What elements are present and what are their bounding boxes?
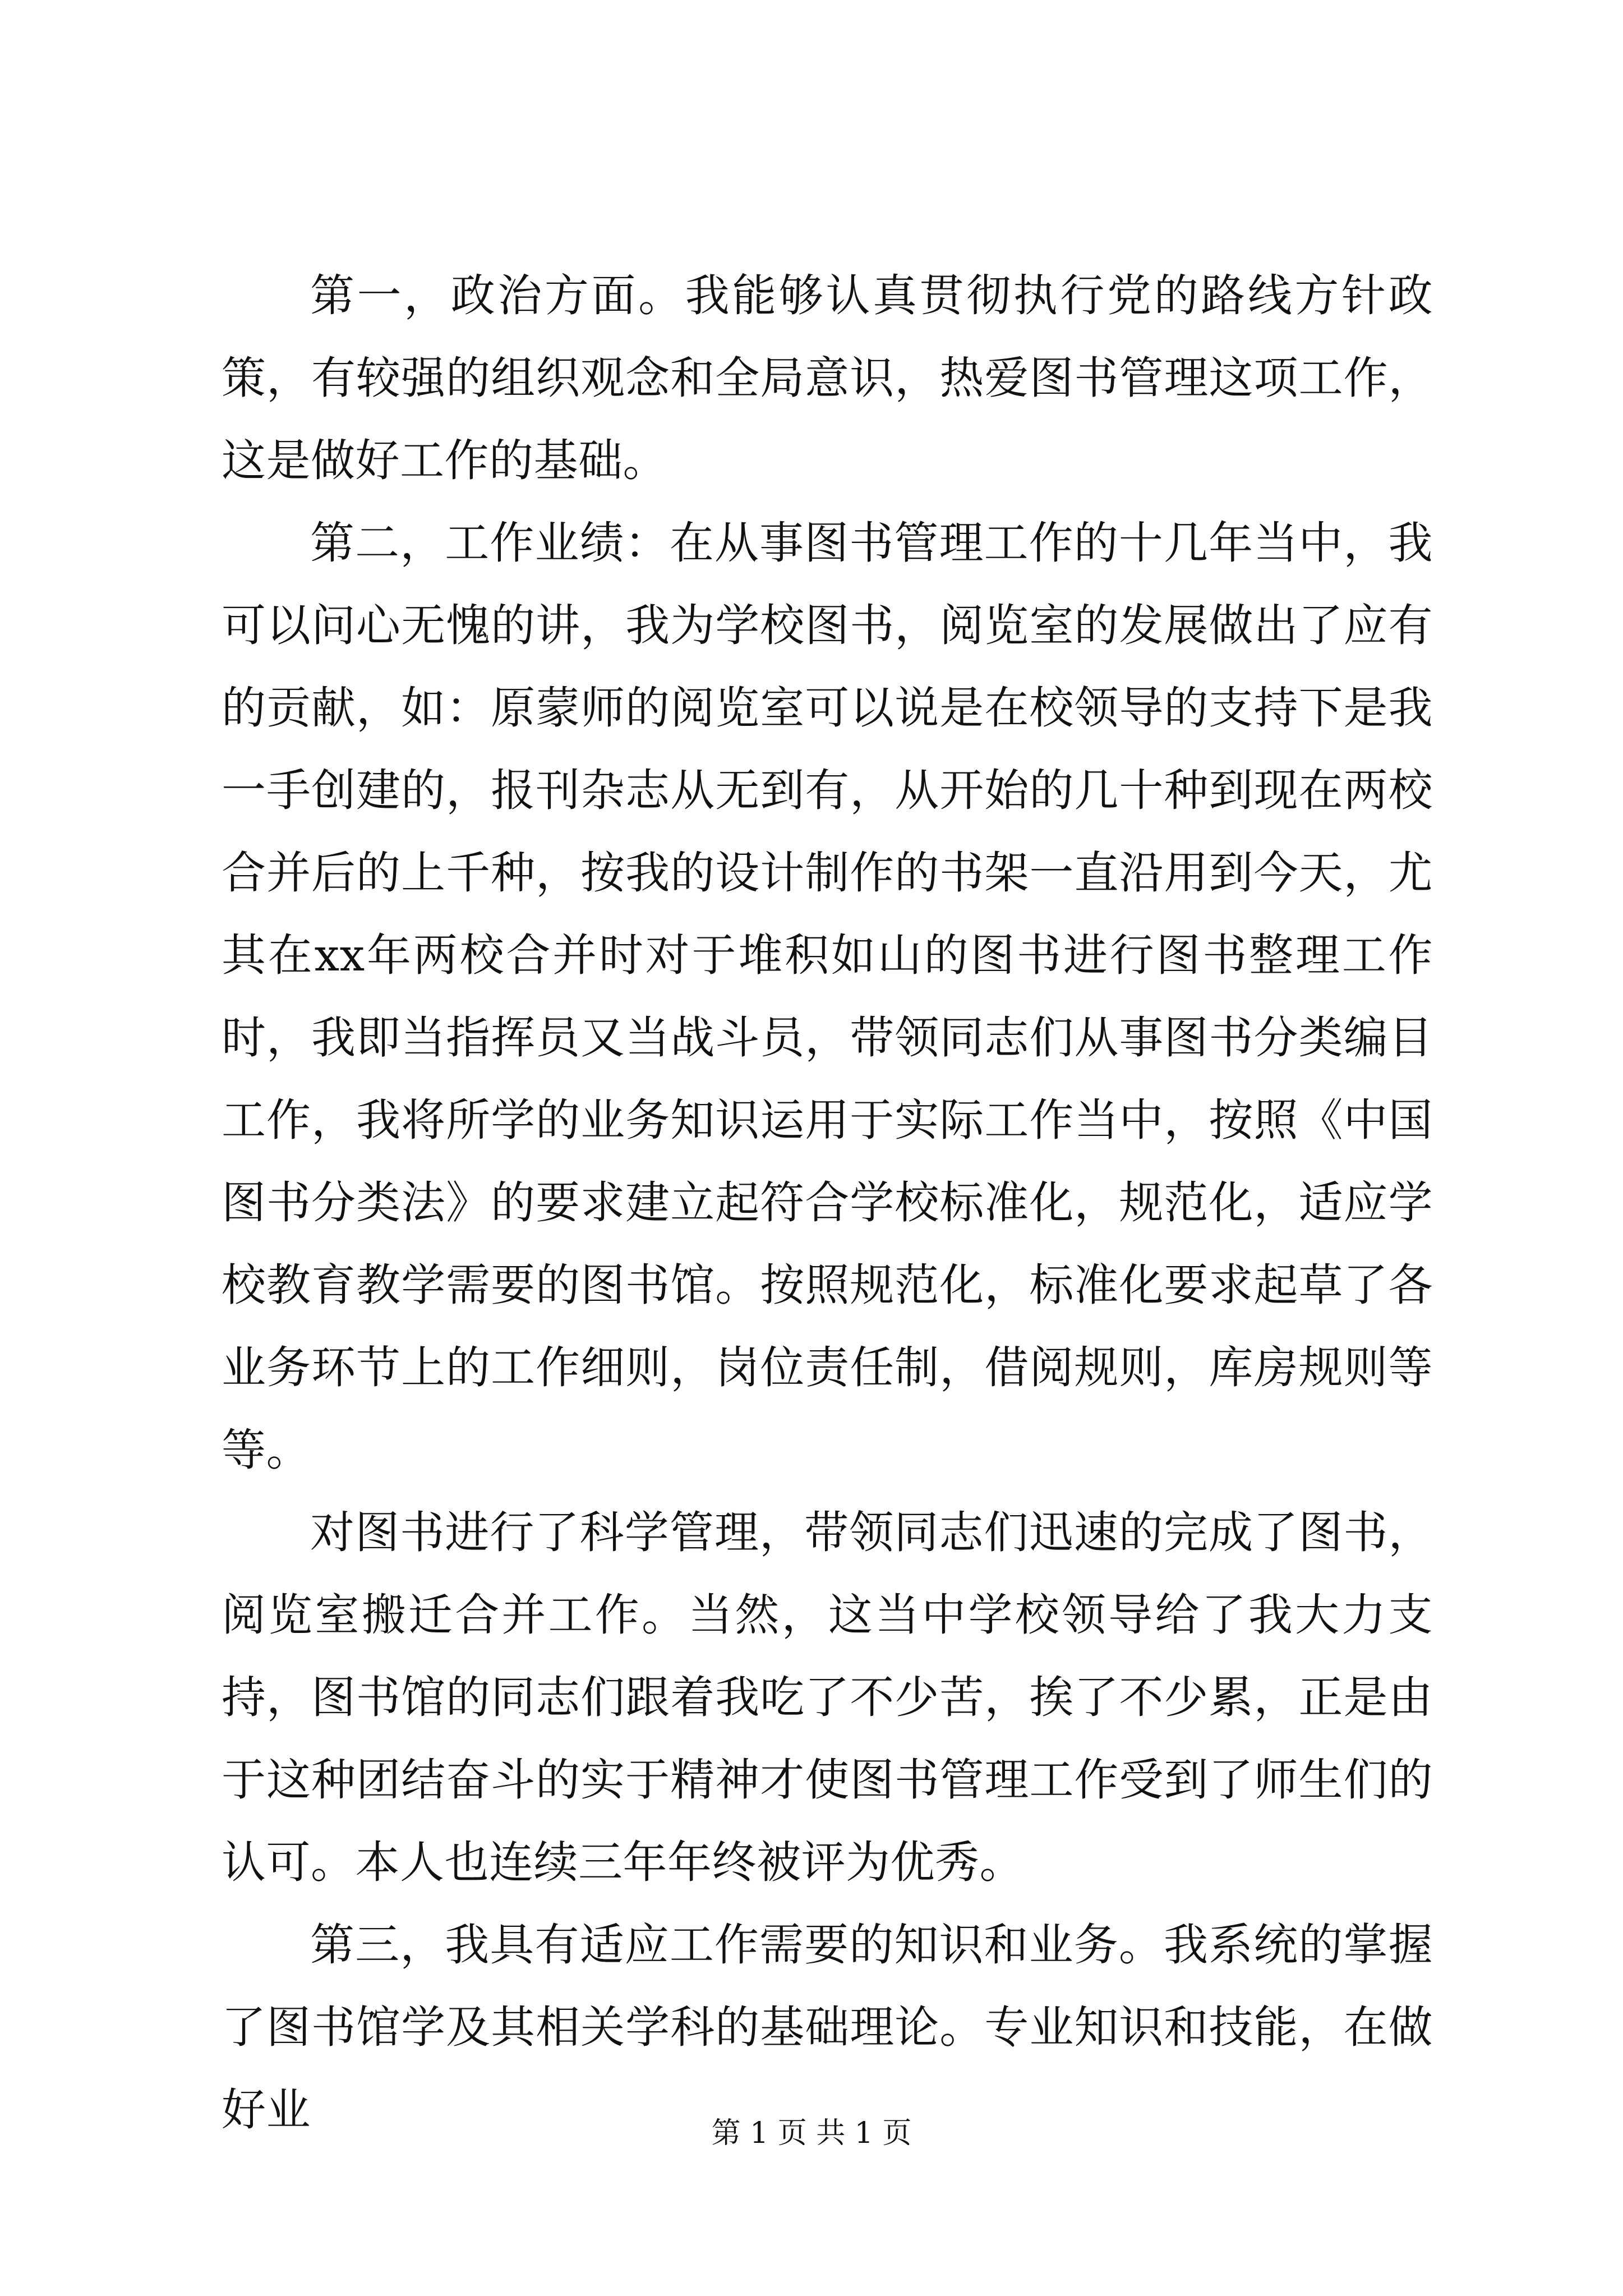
paragraph-knowledge-skills: 第三，我具有适应工作需要的知识和业务。我系统的掌握了图书馆学及其相关学科的基础理论。专业知识和技能，在做好业	[222, 1919, 1433, 2136]
page-footer	[0, 2114, 1623, 2153]
page-number-label: 第 1 页 共 1 页	[711, 2116, 912, 2150]
document-body	[222, 255, 1433, 2151]
paragraph-work-achievements: 第二，工作业绩：在从事图书管理工作的十几年当中，我可以问心无愧的讲，我为学校图书，阅览室的发展做出了应有的贡献，如：原蒙师的阅览室可以说是在校领导的支持下是我一手创建的，报刊杂志从无到有，从开始的几十种到现在两校合并后的上千种，按我的设计制作的书架一直沿用到今天，尤其在xx年两校合并时对于堆积如山的图书进行图书整理工作时，我即当指挥员又当战斗员，带领同志们从事图书分类编目工作，我将所学的业务知识运用于实际工作当中，按照《中国图书分类法》的要求建立起符合学校标准化，规范化，适应学校教育教学需要的图书馆。按照规范化，标准化要求起草了各业务环节上的工作细则，岗位责任制，借阅规则，库房规则等等。	[222, 517, 1433, 1476]
paragraph-politics: 第一，政治方面。我能够认真贯彻执行党的路线方针政策，有较强的组织观念和全局意识，热爱图书管理这项工作，这是做好工作的基础。	[222, 270, 1433, 486]
paragraph-library-management: 对图书进行了科学管理，带领同志们迅速的完成了图书，阅览室搬迁合并工作。当然，这当中学校领导给了我大力支持，图书馆的同志们跟着我吃了不少苦，挨了不少累，正是由于这种团结奋斗的实于精神才使图书管理工作受到了师生们的认可。本人也连续三年年终被评为优秀。	[222, 1507, 1433, 1888]
